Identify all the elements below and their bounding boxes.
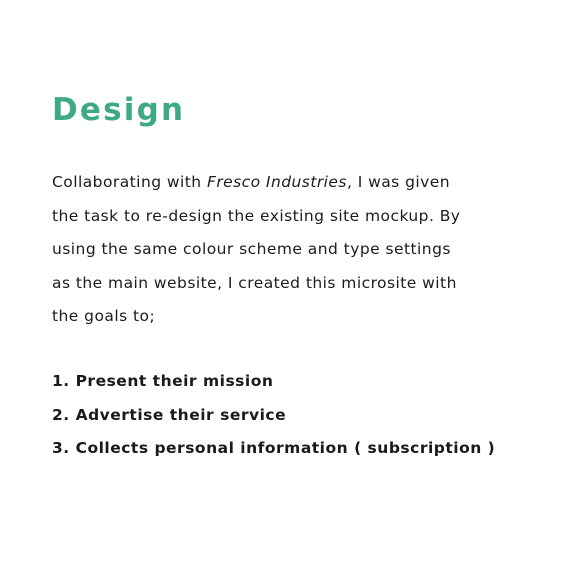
company-name: Fresco Industries	[206, 173, 347, 191]
intro-line-1	[52, 166, 522, 200]
intro-line-2: the task to re-design the existing site mockup. By	[52, 206, 461, 225]
intro-line-5: the goals to;	[52, 307, 156, 325]
intro-paragraph	[52, 166, 522, 334]
goal-item-mission: 1. Present their mission	[52, 372, 274, 390]
intro-line-1-start: Collaborating with	[52, 173, 207, 191]
intro-line-1-end: , I was given	[346, 173, 450, 191]
intro-line-3: using the same colour scheme and type settings	[52, 240, 451, 258]
intro-line-4: as the main website, I created this microsite with	[52, 273, 457, 292]
goal-item-service: 2. Advertise their service	[52, 405, 287, 424]
page-title: Design	[52, 92, 186, 128]
goals-list	[52, 365, 495, 466]
goal-item-subscription: 3. Collects personal information ( subscription )	[52, 439, 496, 457]
